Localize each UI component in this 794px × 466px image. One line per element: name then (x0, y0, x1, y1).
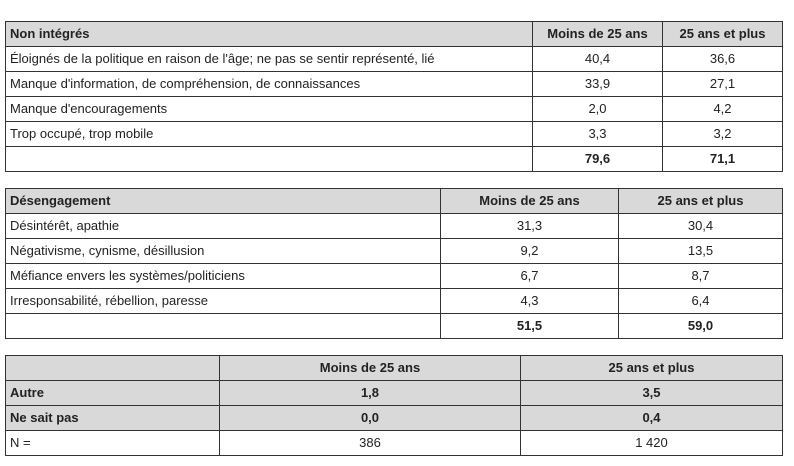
row-label: Méfiance envers les systèmes/politiciens (6, 264, 441, 289)
column-header-under-25: Moins de 25 ans (441, 189, 619, 214)
cell-25-plus: 3,2 (663, 122, 783, 147)
table-row (6, 381, 783, 406)
total-25-plus: 71,1 (663, 147, 783, 172)
cell-25-plus: 13,5 (619, 239, 783, 264)
column-header-25-plus: 25 ans et plus (663, 22, 783, 47)
cell-25-plus: 8,7 (619, 264, 783, 289)
total-under-25: 79,6 (533, 147, 663, 172)
row-label: Éloignés de la politique en raison de l'âge; ne pas se sentir représenté, lié (6, 47, 533, 72)
cell-under-25: 9,2 (441, 239, 619, 264)
row-label: Autre (6, 381, 220, 406)
cell-25-plus: 1 420 (521, 431, 783, 456)
total-label-empty (6, 147, 533, 172)
table-row (6, 264, 783, 289)
total-label-empty (6, 314, 441, 339)
row-label: Manque d'information, de compréhension, de connaissances (6, 72, 533, 97)
row-label: N = (6, 431, 220, 456)
table-row (6, 97, 783, 122)
cell-25-plus: 27,1 (663, 72, 783, 97)
cell-under-25: 4,3 (441, 289, 619, 314)
cell-25-plus: 30,4 (619, 214, 783, 239)
cell-under-25: 3,3 (533, 122, 663, 147)
total-25-plus: 59,0 (619, 314, 783, 339)
column-header-25-plus: 25 ans et plus (619, 189, 783, 214)
row-label: Désintérêt, apathie (6, 214, 441, 239)
other-table (5, 355, 783, 456)
cell-25-plus: 4,2 (663, 97, 783, 122)
table-row (6, 72, 783, 97)
table-title: Non intégrés (6, 22, 533, 47)
cell-25-plus: 3,5 (521, 381, 783, 406)
table-title (6, 356, 220, 381)
column-header-under-25: Moins de 25 ans (220, 356, 521, 381)
table-header-row (6, 22, 783, 47)
table-row (6, 406, 783, 431)
row-label: Ne sait pas (6, 406, 220, 431)
total-row (6, 147, 783, 172)
cell-under-25: 1,8 (220, 381, 521, 406)
table-row (6, 122, 783, 147)
cell-under-25: 40,4 (533, 47, 663, 72)
table-header-row (6, 189, 783, 214)
cell-under-25: 386 (220, 431, 521, 456)
table-row (6, 214, 783, 239)
table-header-row (6, 356, 783, 381)
cell-under-25: 2,0 (533, 97, 663, 122)
row-label: Irresponsabilité, rébellion, paresse (6, 289, 441, 314)
cell-25-plus: 0,4 (521, 406, 783, 431)
table-row (6, 289, 783, 314)
table-row (6, 239, 783, 264)
cell-under-25: 6,7 (441, 264, 619, 289)
total-row (6, 314, 783, 339)
cell-under-25: 33,9 (533, 72, 663, 97)
row-label: Manque d'encouragements (6, 97, 533, 122)
cell-25-plus: 36,6 (663, 47, 783, 72)
desengagement-table (5, 188, 783, 339)
column-header-25-plus: 25 ans et plus (521, 356, 783, 381)
cell-25-plus: 6,4 (619, 289, 783, 314)
table-title: Désengagement (6, 189, 441, 214)
non-integres-table (5, 21, 783, 172)
row-label: Trop occupé, trop mobile (6, 122, 533, 147)
total-under-25: 51,5 (441, 314, 619, 339)
table-row (6, 47, 783, 72)
column-header-under-25: Moins de 25 ans (533, 22, 663, 47)
cell-under-25: 0,0 (220, 406, 521, 431)
cell-under-25: 31,3 (441, 214, 619, 239)
table-row (6, 431, 783, 456)
row-label: Négativisme, cynisme, désillusion (6, 239, 441, 264)
